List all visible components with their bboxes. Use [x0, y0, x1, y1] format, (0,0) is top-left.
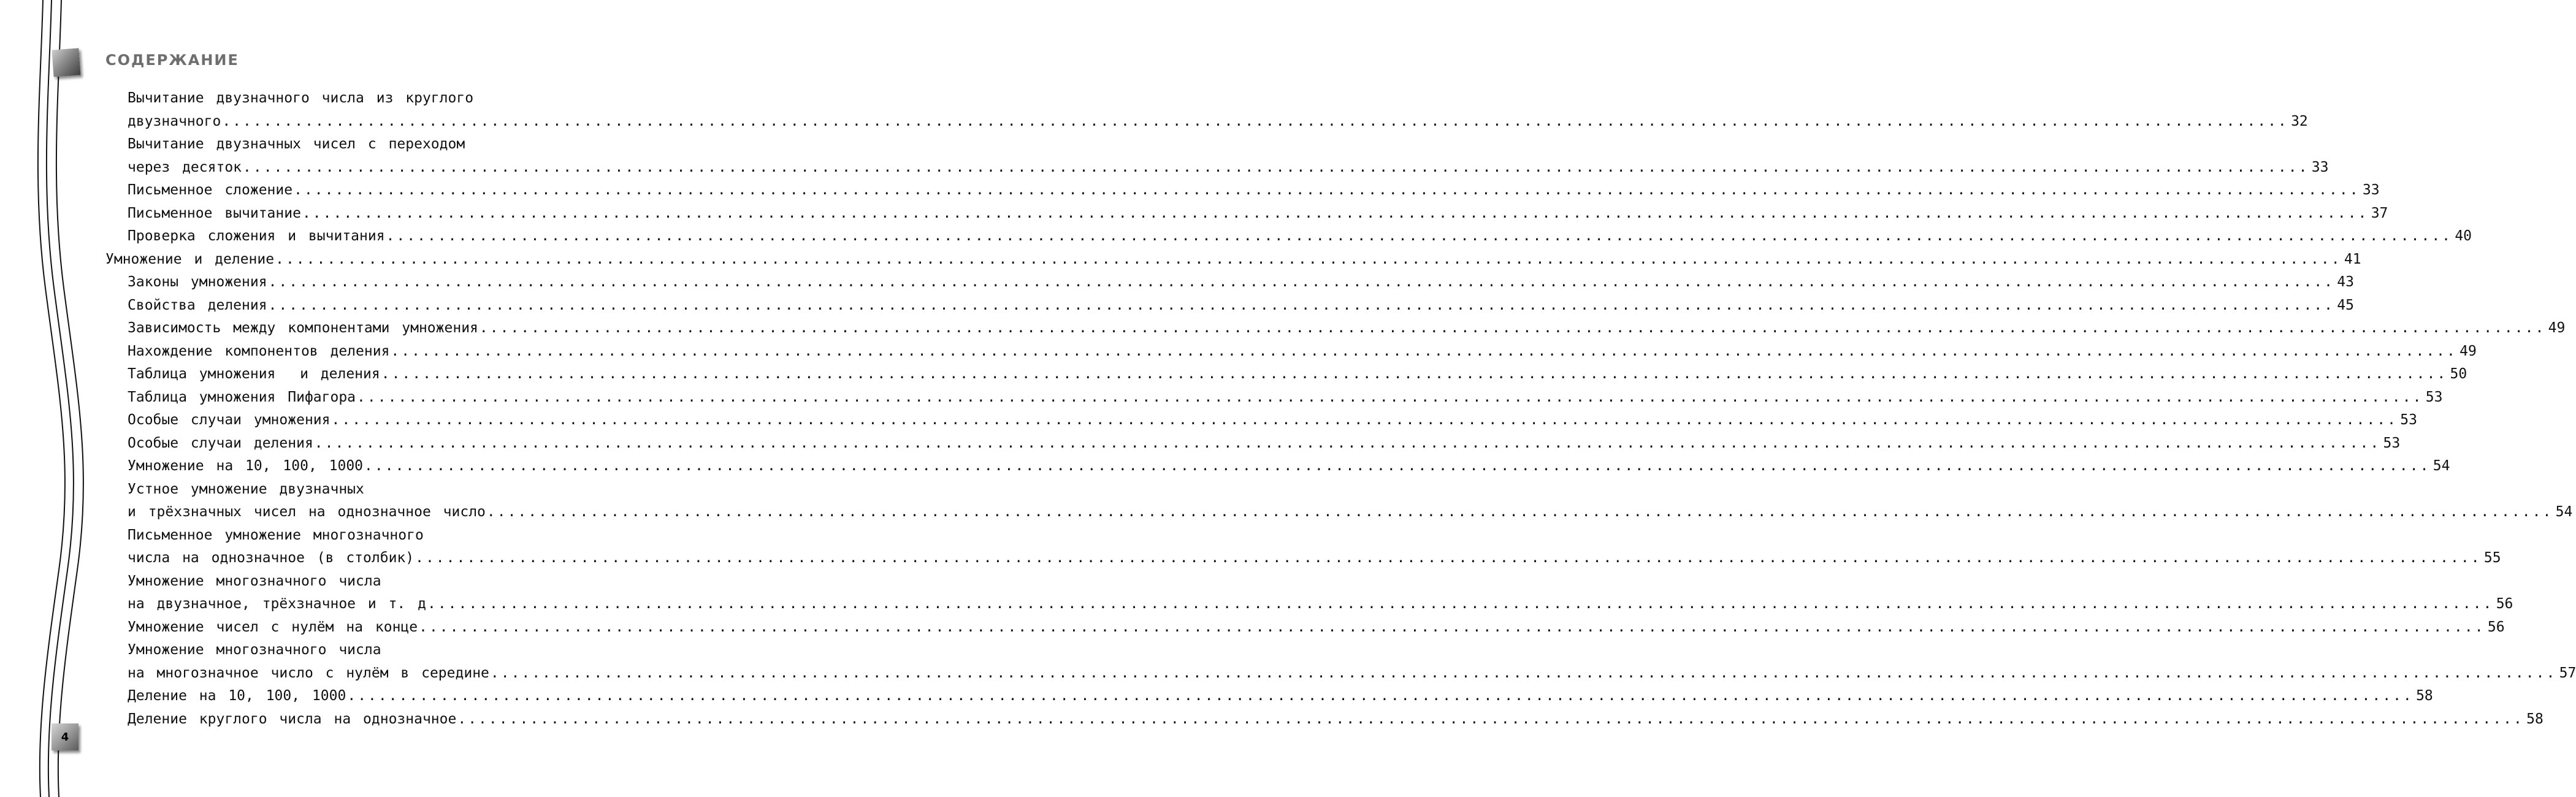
toc-entry[interactable] [128, 271, 2354, 294]
toc-entry[interactable] [128, 179, 2380, 202]
toc-entry-title: через десяток [128, 159, 242, 175]
toc-entry-title: Вычитание двузначного числа из круглого [128, 90, 474, 106]
toc-entry-title: двузначного [128, 113, 221, 129]
toc-entry-title: Умножение на 10, 100, 1000 [128, 458, 364, 474]
toc-leader-dots: ........................................................................................................................................................................................................ [275, 251, 2342, 267]
toc-entry-title: Письменное умножение многозначного [128, 527, 424, 543]
toc-entry-title: Нахождение компонентов деления [128, 343, 390, 359]
toc-leader-dots: ........................................................................................................................................................................................................ [427, 596, 2494, 612]
toc-entry-page: 40 [2455, 228, 2472, 244]
toc-entry[interactable] [128, 156, 2329, 180]
toc-entry-title: Таблица умножения Пифагора [128, 389, 356, 405]
toc-entry[interactable] [128, 294, 2354, 318]
toc-entry[interactable] [128, 639, 381, 662]
toc-entry[interactable] [128, 708, 2544, 731]
toc-leader-dots: ........................................................................................................................................................................................................ [381, 366, 2448, 382]
toc-entry[interactable] [128, 593, 2513, 616]
toc-entry-title: на многозначное число с нулём в середине [128, 665, 489, 681]
toc-entry-title: Устное умножение двузначных [128, 481, 364, 497]
toc-entry-page: 56 [2487, 619, 2505, 635]
toc-leader-dots: ........................................................................................................................................................................................................ [386, 228, 2453, 244]
toc-entry-title: Деление круглого числа на однозначное [128, 711, 457, 727]
toc-entry-page: 33 [2311, 159, 2329, 175]
toc-entry-title: Особые случаи умножения [128, 412, 331, 428]
toc-entry[interactable] [128, 570, 381, 593]
toc-entry[interactable] [128, 685, 2433, 708]
toc-entry[interactable] [128, 87, 473, 110]
toc-leader-dots: ........................................................................................................................................................................................................ [294, 182, 2360, 198]
toc-leader-dots: ........................................................................................................................................................................................................ [331, 412, 2398, 428]
toc-leader-dots: ........................................................................................................................................................................................................ [222, 113, 2288, 129]
toc-leader-dots: ........................................................................................................................................................................................................ [457, 711, 2524, 727]
toc-entry-page: 37 [2371, 205, 2388, 221]
toc-leader-dots: ........................................................................................................................................................................................................ [243, 159, 2309, 175]
toc-leader-dots: ........................................................................................................................................................................................................ [357, 389, 2423, 405]
toc-entry[interactable] [128, 110, 2308, 134]
toc-leader-dots: ........................................................................................................................................................................................................ [268, 274, 2334, 290]
toc-entry[interactable] [128, 616, 2505, 639]
toc-entry-title: Умножение и деление [105, 251, 275, 267]
toc-leader-dots: ........................................................................................................................................................................................................ [419, 619, 2485, 635]
toc-entry-page: 54 [2555, 504, 2573, 520]
toc-leader-dots: ........................................................................................................................................................................................................ [391, 343, 2457, 359]
toc-entry[interactable] [128, 524, 424, 547]
toc-entry[interactable] [128, 432, 2401, 456]
toc-entry-page: 56 [2496, 596, 2513, 612]
toc-entry-title: Таблица умножения и деления [128, 366, 380, 382]
page-title: СОДЕРЖАНИЕ [105, 51, 239, 69]
toc-leader-dots: ........................................................................................................................................................................................................ [479, 320, 2546, 336]
toc-entry[interactable] [128, 133, 465, 156]
toc-entry-page: 45 [2337, 297, 2354, 313]
toc-entry-page: 58 [2526, 711, 2544, 727]
toc-entry[interactable] [128, 455, 2450, 478]
toc-entry-title: Проверка сложения и вычитания [128, 228, 385, 244]
toc-entry-page: 54 [2433, 458, 2450, 474]
toc-entry-page: 53 [2425, 389, 2443, 405]
toc-entry-page: 53 [2400, 412, 2417, 428]
toc-leader-dots: ........................................................................................................................................................................................................ [347, 688, 2414, 704]
toc-entry[interactable] [128, 662, 2576, 685]
toc-entry-page: 53 [2383, 435, 2401, 451]
toc-entry[interactable] [128, 409, 2417, 432]
toc-entry-title: Особые случаи деления [128, 435, 313, 451]
toc-entry-title: Деление на 10, 100, 1000 [128, 688, 346, 704]
toc-entry-title: Свойства деления [128, 297, 267, 313]
toc-entry-title: Письменное вычитание [128, 205, 301, 221]
toc-leader-dots: ........................................................................................................................................................................................................ [314, 435, 2381, 451]
toc-entry[interactable] [128, 202, 2388, 226]
toc-entry[interactable] [128, 386, 2443, 410]
toc-entry[interactable] [128, 501, 2573, 524]
toc-entry-title: Законы умножения [128, 274, 267, 290]
toc-entry-title: и трёхзначных чисел на однозначное число [128, 504, 486, 520]
toc-entry-title: Вычитание двузначных чисел с переходом [128, 136, 465, 152]
toc-entry-title: на двузначное, трёхзначное и т. д [128, 596, 426, 612]
toc-leader-dots: ........................................................................................................................................................................................................ [364, 458, 2431, 474]
page-number-badge: 4 [52, 723, 78, 750]
toc-entry-page: 49 [2548, 320, 2566, 336]
toc-entry[interactable] [128, 340, 2477, 364]
toc-entry[interactable] [128, 547, 2501, 570]
toc-entry[interactable] [105, 248, 2361, 272]
toc-leader-dots: ........................................................................................................................................................................................................ [490, 665, 2557, 681]
toc-leader-dots: ........................................................................................................................................................................................................ [302, 205, 2369, 221]
toc-entry-page: 50 [2450, 366, 2467, 382]
toc-entry[interactable] [128, 478, 364, 501]
toc-leader-dots: ........................................................................................................................................................................................................ [268, 297, 2334, 313]
toc-entry-page: 41 [2344, 251, 2361, 267]
toc-entry-title: Умножение чисел с нулём на конце [128, 619, 418, 635]
toc-entry-page: 43 [2337, 274, 2354, 290]
toc-entry-page: 57 [2559, 665, 2576, 681]
toc-entry-page: 33 [2362, 182, 2380, 198]
toc-entry-title: числа на однозначное (в столбик) [128, 550, 415, 566]
toc-entry-title: Зависимость между компонентами умножения [128, 320, 478, 336]
toc-entry[interactable] [128, 225, 2472, 248]
toc-entry-page: 55 [2483, 550, 2501, 566]
toc-entry-title: Умножение многозначного числа [128, 642, 381, 658]
toc-leader-dots: ........................................................................................................................................................................................................ [415, 550, 2482, 566]
title-marker-square [52, 48, 81, 77]
toc-entry[interactable] [128, 317, 2566, 340]
toc-entry-title: Письменное сложение [128, 182, 293, 198]
toc-entry-page: 49 [2459, 343, 2477, 359]
toc-entry[interactable] [128, 363, 2467, 386]
toc-entry-page: 58 [2416, 688, 2433, 704]
toc-leader-dots: ........................................................................................................................................................................................................ [486, 504, 2553, 520]
toc-entry-page: 32 [2291, 113, 2308, 129]
toc-entry-title: Умножение многозначного числа [128, 573, 381, 589]
